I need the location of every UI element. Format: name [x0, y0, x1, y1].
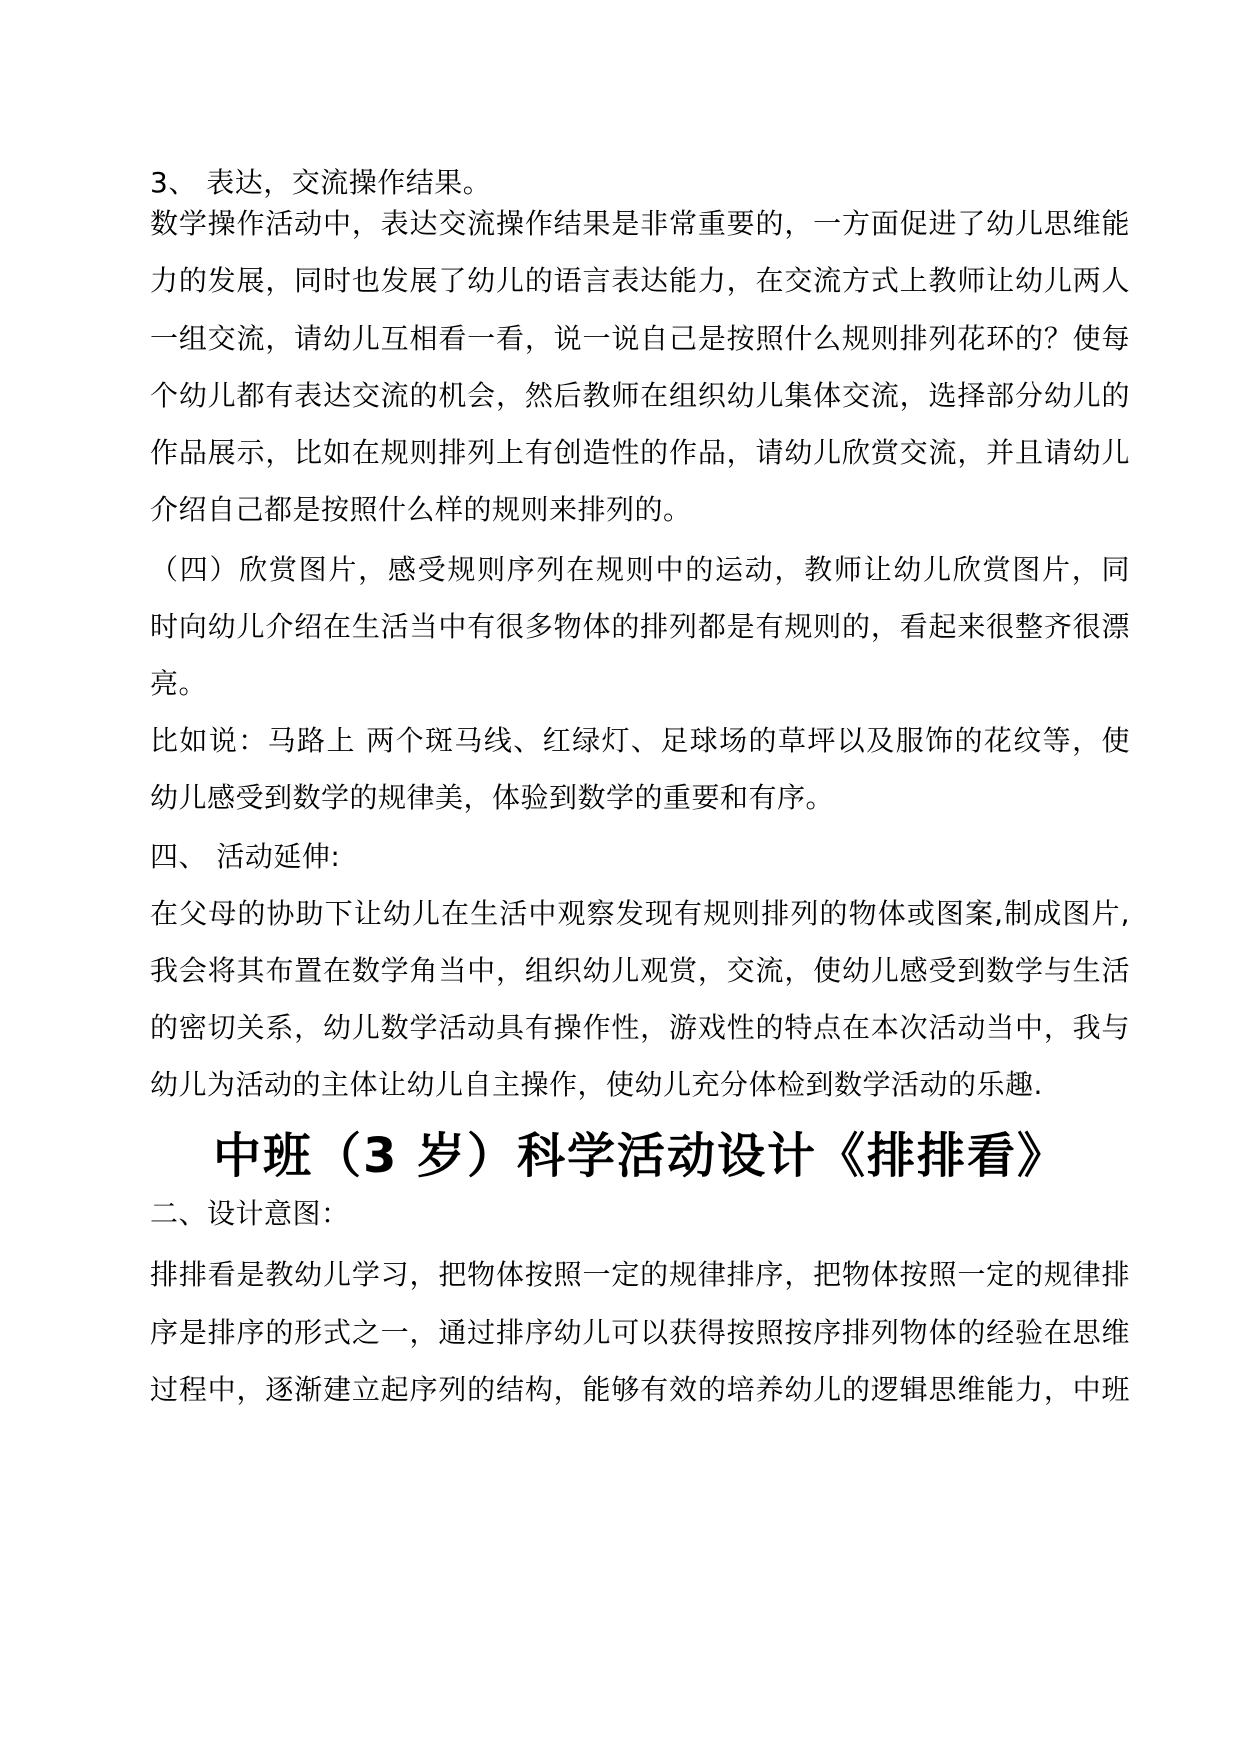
paragraph-line: 在父母的协助下让幼儿在生活中观察发现有规则排列的物体或图案,制成图片, [150, 897, 1130, 930]
paragraph-line: 亮。 [150, 667, 208, 700]
paragraph-line: （四）欣赏图片，感受规则序列在规则中的运动，教师让幼儿欣赏图片，同 [150, 553, 1130, 586]
paragraph-line: 排排看是教幼儿学习，把物体按照一定的规律排序，把物体按照一定的规律排 [150, 1258, 1130, 1291]
paragraph-line: 时向幼儿介绍在生活当中有很多物体的排列都是有规则的，看起来很整齐很漂 [150, 610, 1130, 643]
paragraph-line: 数学操作活动中，表达交流操作结果是非常重要的，一方面促进了幼儿思维能 [150, 207, 1130, 240]
paragraph-line: 力的发展，同时也发展了幼儿的语言表达能力，在交流方式上教师让幼儿两人 [150, 264, 1130, 297]
paragraph-line: 幼儿感受到数学的规律美，体验到数学的重要和有序。 [150, 781, 835, 814]
paragraph-line: 一组交流，请幼儿互相看一看，说一说自己是按照什么规则排列花环的？使每 [150, 322, 1130, 355]
paragraph-line: 个幼儿都有表达交流的机会，然后教师在组织幼儿集体交流，选择部分幼儿的 [150, 379, 1130, 412]
design-intent-heading: 二、设计意图： [150, 1197, 350, 1230]
paragraph-line: 序是排序的形式之一，通过排序幼儿可以获得按照按序排列物体的经验在思维 [150, 1316, 1130, 1349]
paragraph-line: 我会将其布置在数学角当中，组织幼儿观赏，交流，使幼儿感受到数学与生活 [150, 954, 1130, 987]
paragraph-line: 介绍自己都是按照什么样的规则来排列的。 [150, 493, 692, 526]
paragraph-line: 作品展示，比如在规则排列上有创造性的作品，请幼儿欣赏交流，并且请幼儿 [150, 436, 1130, 469]
paragraph-line: 过程中，逐渐建立起序列的结构，能够有效的培养幼儿的逻辑思维能力，中班 [150, 1373, 1130, 1406]
section-3-heading: 3、 表达，交流操作结果。 [150, 166, 492, 199]
paragraph-line: 比如说：马路上 两个斑马线、红绿灯、足球场的草坪以及服饰的花纹等，使 [150, 724, 1130, 757]
paragraph-line: 的密切关系，幼儿数学活动具有操作性，游戏性的特点在本次活动当中，我与 [150, 1011, 1130, 1044]
paragraph-line: 幼儿为活动的主体让幼儿自主操作，使幼儿充分体检到数学活动的乐趣. [150, 1068, 1043, 1101]
extension-heading: 四、 活动延伸: [150, 840, 341, 873]
document-title: 中班（3 岁）科学活动设计《排排看》 [212, 1128, 1068, 1184]
